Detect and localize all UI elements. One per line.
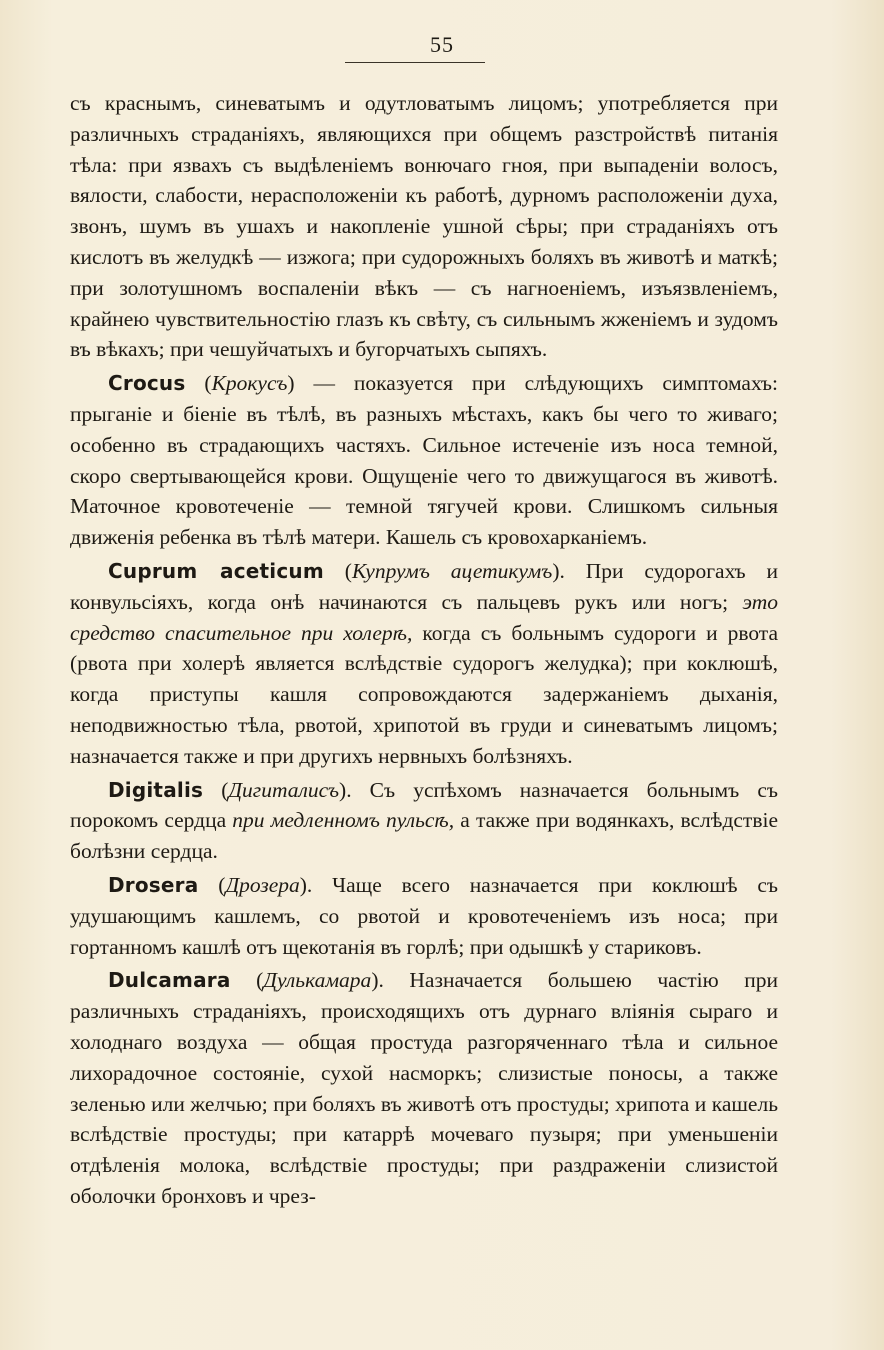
remedy-name: Digitalis [108,777,204,802]
text-run: ). Съ успѣхомъ назначается больнымъ съ порокомъ сердца [70,777,778,833]
entry-cuprum [70,556,778,772]
text-run: ( [198,872,226,897]
page-header [0,32,884,58]
italic-text: при медленномъ пульсѣ, [232,808,455,833]
header-rule [345,62,485,63]
text-run: когда съ больнымъ судороги и рвота (рвота при холерѣ является вслѣдствіе судорогъ желудка); при коклюшѣ, когда приступы кашля сопровождаются задержаніемъ дыханія, неподвижностью тѣла, рвотой, хрипотой въ груди и синеватымъ лицомъ; назначается также и при другихъ нервныхъ болѣзняхъ. [70,620,779,768]
entry-digitalis [70,775,778,867]
italic-text: это средство спасительное при холерѣ, [70,589,778,645]
entry-crocus [70,368,778,553]
page-number: 55 [430,32,454,57]
text-run: ) — показуется при слѣдующихъ симптомахъ: прыганіе и біеніе въ тѣлѣ, въ разныхъ мѣстахъ, какъ бы чего то живаго; особенно въ страдающихъ частяхъ. Сильное истеченіе изъ носа темной, скоро свертывающейся крови. Ощущеніе чего то движущагося въ животѣ. Маточное кровотеченіе — темной тягучей крови. Слишкомъ сильныя движенія ребенка въ тѣлѣ матери. Кашель съ кровохарканіемъ. [70,371,778,550]
text-run: ). При судорогахъ и конвульсіяхъ, когда онѣ начинаются съ пальцевъ рукъ или ногъ; [70,558,778,614]
entry-dulcamara [70,965,778,1211]
text-run: а также при водянкахъ, вслѣдствіе болѣзни сердца. [70,808,778,864]
text-run: ( [203,777,229,802]
italic-text: Купрумъ ацетикумъ [351,558,553,583]
text-run: ( [185,371,212,396]
italic-text: Крокусъ [211,371,288,396]
text-run: ). Чаще всего назначается при коклюшѣ съ удушающимъ кашлемъ, со рвотой и кровотеченіемъ изъ носа; при гортанномъ кашлѣ отъ щекотанія въ горлѣ; при одышкѣ у стариковъ. [70,872,778,959]
remedy-name: Dulcamara [108,968,231,993]
text-run: съ краснымъ, синеватымъ и одутловатымъ лицомъ; употребляется при различныхъ страданіяхъ, являющихся при общемъ разстройствѣ питанія тѣла: при язвахъ съ выдѣленіемъ вонючаго гноя, при выпаденіи волосъ, вялости, слабости, нерасположеніи къ работѣ, дурномъ расположеніи духа, звонъ, шумъ въ ушахъ и накопленіе ушной сѣры; при страданіяхъ отъ кислотъ въ желудкѣ — изжога; при судорожныхъ боляхъ въ животѣ и маткѣ; при золотушномъ воспаленіи вѣкъ — съ нагноеніемъ, изъязвленіемъ, крайнею чувствительностію глазъ къ свѣту, съ сильнымъ жженіемъ и зудомъ въ вѣкахъ; при чешуйчатыхъ и бугорчатыхъ сыпяхъ. [70,91,778,362]
body-text [70,88,778,1215]
paragraph-continuation [70,88,778,365]
text-run: ( [323,558,352,583]
text-run: ( [230,968,264,993]
entry-drosera [70,870,778,962]
remedy-name: Crocus [108,371,186,396]
italic-text: Дулькамара [263,968,372,993]
italic-text: Дрозера [225,872,300,897]
text-run: ). Назначается большею частію при различныхъ страданіяхъ, происходящихъ отъ дурнаго вліянія сыраго и холоднаго воздуха — общая простуда разгоряченнаго тѣла и сильное лихорадочное состояніе, сухой насморкъ; слизистые поносы, а также зеленью или желчью; при боляхъ въ животѣ отъ простуды; хрипота и кашель вслѣдствіе простуды; при катаррѣ мочеваго пузыря; при уменьшеніи отдѣленія молока, вслѣдствіе простуды; при раздраженіи слизистой оболочки бронховъ и чрез- [70,968,778,1208]
italic-text: Дигиталисъ [228,777,340,802]
remedy-name: Drosera [108,872,199,897]
remedy-name: Cuprum aceticum [108,558,324,583]
